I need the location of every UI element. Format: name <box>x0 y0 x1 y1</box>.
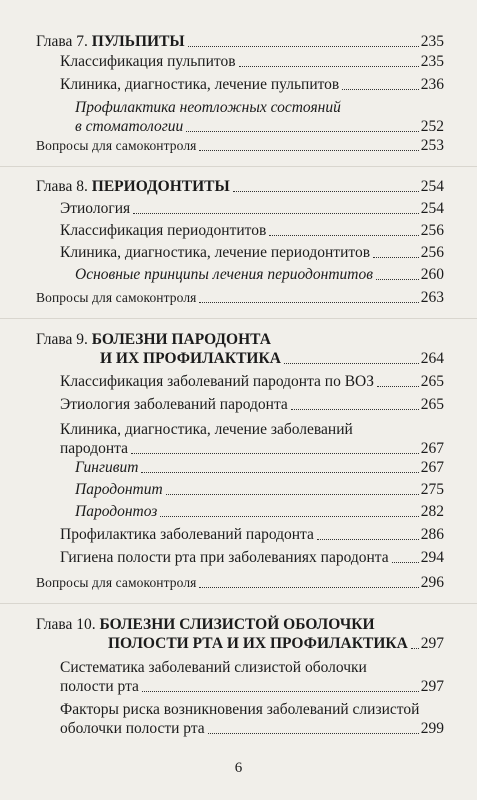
toc-item-line1: Факторы риска возникновения заболеваний слизистой <box>60 701 420 718</box>
toc-item <box>60 549 444 567</box>
toc-item-page: 294 <box>420 549 444 566</box>
chapter-9-title-line1: БОЛЕЗНИ ПАРОДОНТА <box>91 331 271 348</box>
chapter-7-prefix: Глава 7. <box>36 33 88 50</box>
leader-dots <box>269 235 418 236</box>
questions-entry <box>36 137 444 155</box>
toc-item-page: 256 <box>420 244 444 261</box>
chapter-9-heading <box>36 330 444 368</box>
leader-dots <box>317 539 419 540</box>
toc-item-label: Профилактика заболеваний пародонта <box>60 526 314 543</box>
chapter-7-title: ПУЛЬПИТЫ <box>91 33 185 50</box>
toc-item-label: Классификация пульпитов <box>60 53 236 70</box>
leader-dots <box>131 453 419 454</box>
toc-item-label: Этиология <box>60 200 131 217</box>
divider <box>0 166 477 167</box>
chapter-10-title-line2: ПОЛОСТИ РТА И ИХ ПРОФИЛАКТИКА <box>108 635 408 652</box>
toc-item-label: Классификация периодонтитов <box>60 222 267 239</box>
toc-item-line1: Систематика заболеваний слизистой оболочки <box>60 659 367 676</box>
toc-subitem-page: 267 <box>420 459 444 476</box>
toc-item-label: Клиника, диагностика, лечение периодонтитов <box>60 244 371 261</box>
chapter-8-title: ПЕРИОДОНТИТЫ <box>91 178 230 195</box>
divider <box>0 603 477 604</box>
toc-subitem-label: Пародонтит <box>75 481 163 498</box>
toc-subitem-line2: в стоматологии <box>75 118 184 135</box>
leader-dots <box>188 46 419 47</box>
questions-page: 296 <box>420 574 444 591</box>
leader-dots <box>239 66 419 67</box>
toc-item <box>60 200 444 218</box>
toc-subitem-label: Основные принципы лечения периодонтитов <box>75 266 373 283</box>
toc-item-page: 267 <box>420 440 444 457</box>
leader-dots <box>376 279 419 280</box>
leader-dots <box>291 409 419 410</box>
toc-item-label: Клиника, диагностика, лечение пульпитов <box>60 76 340 93</box>
toc-subitem-italic <box>75 481 444 499</box>
chapter-9-title-line2: И ИХ ПРОФИЛАКТИКА <box>100 350 281 367</box>
toc-item-page: 265 <box>420 396 444 413</box>
toc-item-page: 236 <box>420 76 444 93</box>
questions-entry <box>36 289 444 307</box>
leader-dots <box>392 562 419 563</box>
chapter-8-prefix: Глава 8. <box>36 178 88 195</box>
toc-item <box>60 76 444 94</box>
toc-item-multiline <box>60 700 444 738</box>
divider <box>0 318 477 319</box>
leader-dots <box>411 648 419 649</box>
leader-dots <box>160 516 418 517</box>
toc-item-line1: Клиника, диагностика, лечение заболеваний <box>60 421 353 438</box>
page-number: 6 <box>234 760 243 776</box>
toc-subitem-line1: Профилактика неотложных состояний <box>75 99 341 116</box>
toc-item <box>60 244 444 262</box>
toc-subitem-page: 275 <box>420 481 444 498</box>
leader-dots <box>373 257 419 258</box>
chapter-9-prefix: Глава 9. <box>36 331 88 348</box>
questions-label: Вопросы для самоконтроля <box>36 575 197 590</box>
toc-item-line2: пародонта <box>60 440 129 457</box>
leader-dots <box>208 733 419 734</box>
toc-subitem-italic <box>75 503 444 521</box>
leader-dots <box>186 131 418 132</box>
toc-item <box>60 526 444 544</box>
toc-item <box>60 222 444 240</box>
toc-item <box>60 373 444 391</box>
toc-item-page: 286 <box>420 526 444 543</box>
leader-dots <box>141 472 418 473</box>
toc-item-page: 235 <box>420 53 444 70</box>
toc-subitem-label: Пародонтоз <box>75 503 158 520</box>
questions-page: 253 <box>420 137 444 154</box>
chapter-10-page: 297 <box>420 635 444 652</box>
leader-dots <box>166 494 419 495</box>
toc-item-page: 265 <box>420 373 444 390</box>
chapter-9-page: 264 <box>420 350 444 367</box>
chapter-10-prefix: Глава 10. <box>36 616 96 633</box>
leader-dots <box>133 213 419 214</box>
toc-item-page: 297 <box>420 678 444 695</box>
chapter-7-heading <box>36 33 444 51</box>
leader-dots <box>199 587 418 588</box>
chapter-8-page: 254 <box>420 178 444 195</box>
toc-item-label: Гигиена полости рта при заболеваниях пародонта <box>60 549 389 566</box>
toc-item-line2: полости рта <box>60 678 139 695</box>
toc-item <box>60 396 444 414</box>
toc-item-page: 254 <box>420 200 444 217</box>
leader-dots <box>342 89 419 90</box>
toc-subitem-italic <box>75 266 444 284</box>
toc-item-label: Классификация заболеваний пародонта по ВОЗ <box>60 373 375 390</box>
questions-entry <box>36 574 444 592</box>
toc-item-page: 256 <box>420 222 444 239</box>
leader-dots <box>199 150 418 151</box>
toc-item-line2: оболочки полости рта <box>60 720 205 737</box>
leader-dots <box>199 302 418 303</box>
toc-subitem-page: 260 <box>420 266 444 283</box>
toc-item-multiline <box>60 658 444 696</box>
leader-dots <box>142 691 419 692</box>
toc-item-page: 299 <box>420 720 444 737</box>
chapter-10-heading <box>36 615 444 653</box>
chapter-10-title-line1: БОЛЕЗНИ СЛИЗИСТОЙ ОБОЛОЧКИ <box>99 616 375 633</box>
toc-subitem-page: 252 <box>420 118 444 135</box>
leader-dots <box>377 386 419 387</box>
chapter-7-page: 235 <box>420 33 444 50</box>
questions-page: 263 <box>420 289 444 306</box>
toc-subitem-label: Гингивит <box>75 459 139 476</box>
toc-subitem-italic <box>75 98 444 136</box>
toc-subitem-page: 282 <box>420 503 444 520</box>
toc-item-label: Этиология заболеваний пародонта <box>60 396 288 413</box>
chapter-8-heading <box>36 178 444 196</box>
questions-label: Вопросы для самоконтроля <box>36 290 197 305</box>
leader-dots <box>284 363 419 364</box>
toc-item-multiline <box>60 420 444 458</box>
toc-subitem-italic <box>75 459 444 477</box>
toc-item <box>60 53 444 71</box>
questions-label: Вопросы для самоконтроля <box>36 138 197 153</box>
leader-dots <box>233 191 419 192</box>
